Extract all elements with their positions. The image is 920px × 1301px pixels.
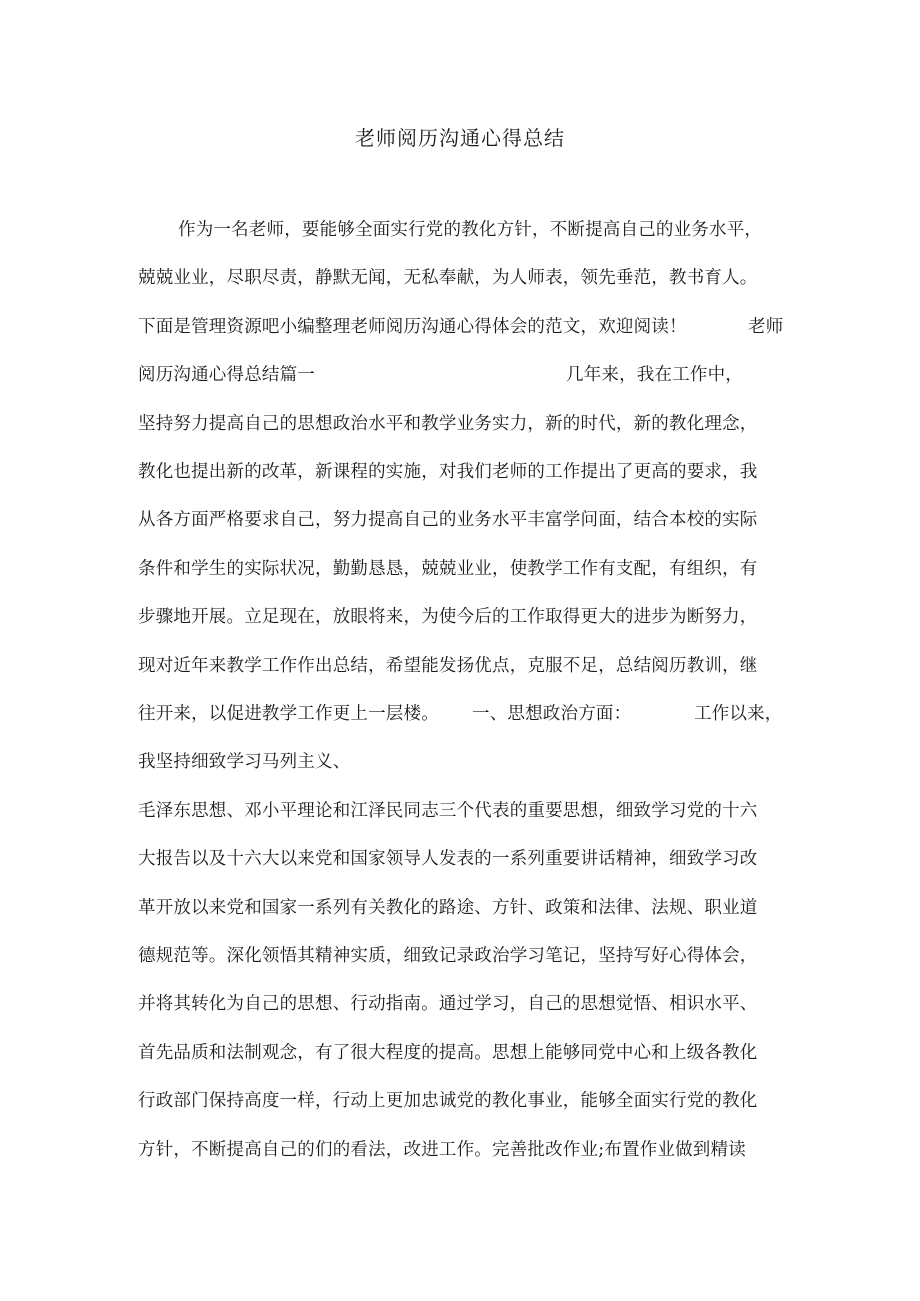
line-text: 大报告以及十六大以来党和国家领导人发表的一系列重要讲话精神，细致学习改 (138, 849, 758, 869)
line-text: 现对近年来教学工作作出总结，希望能发扬优点，克服不足，总结阅历教训，继 (138, 656, 758, 676)
line-text: 教化也提出新的改革，新课程的实施，对我们老师的工作提出了更高的要求，我 (138, 462, 758, 482)
line-text: 德规范等。深化领悟其精神实质，细致记录政治学习笔记，坚持写好心得体会， (138, 946, 758, 966)
line-text: 兢兢业业，尽职尽责，静默无闻，无私奉献，为人师表，领先垂范，教书育人。 (138, 268, 758, 288)
line-text: 并将其转化为自己的思想、行动指南。通过学习，自己的思想觉悟、相识水平、 (138, 994, 758, 1014)
line-text: 从各方面严格要求自己，努力提高自己的业务水平丰富学问面，结合本校的实际 (138, 510, 758, 530)
line-text: 工作以来， (694, 704, 783, 724)
document-title: 老师阅历沟通心得总结 (355, 126, 565, 150)
line-text: 步骤地开展。立足现在，放眼将来，为使今后的工作取得更大的进步为断努力， (138, 607, 758, 627)
line-text: 坚持努力提高自己的思想政治水平和教学业务实力，新的时代，新的教化理念， (138, 414, 758, 434)
line-text: 首先品质和法制观念，有了很大程度的提高。思想上能够同党中心和上级各教化 (138, 1043, 758, 1063)
line-text: 行政部门保持高度一样，行动上更加忠诚党的教化事业，能够全面实行党的教化 (138, 1091, 758, 1111)
line-text: 我坚持细致学习马列主义、 (138, 752, 351, 772)
line-text: 老师 (748, 317, 784, 337)
line-text: 几年来，我在工作中， (566, 365, 743, 385)
line-text: 下面是管理资源吧小编整理老师阅历沟通心得体会的范文，欢迎阅读！ (138, 317, 687, 337)
section-heading: 阅历沟通心得总结篇一 (138, 365, 315, 385)
line-text: 往开来，以促进教学工作更上一层楼。 (138, 704, 439, 724)
line-text: 作为一名老师，要能够全面实行党的教化方针，不断提高自己的业务水平， (178, 220, 763, 240)
line-text: 条件和学生的实际状况，勤勤恳恳，兢兢业业，使教学工作有支配，有组织，有 (138, 559, 758, 579)
section-heading: 一、思想政治方面： (472, 704, 632, 724)
line-text: 革开放以来党和国家一系列有关教化的路途、方针、政策和法律、法规、职业道 (138, 898, 758, 918)
line-text: 毛泽东思想、邓小平理论和江泽民同志三个代表的重要思想，细致学习党的十六 (138, 801, 758, 821)
line-text: 方针，不断提高自己的们的看法，改进工作。完善批改作业;布置作业做到精读 (138, 1140, 746, 1160)
